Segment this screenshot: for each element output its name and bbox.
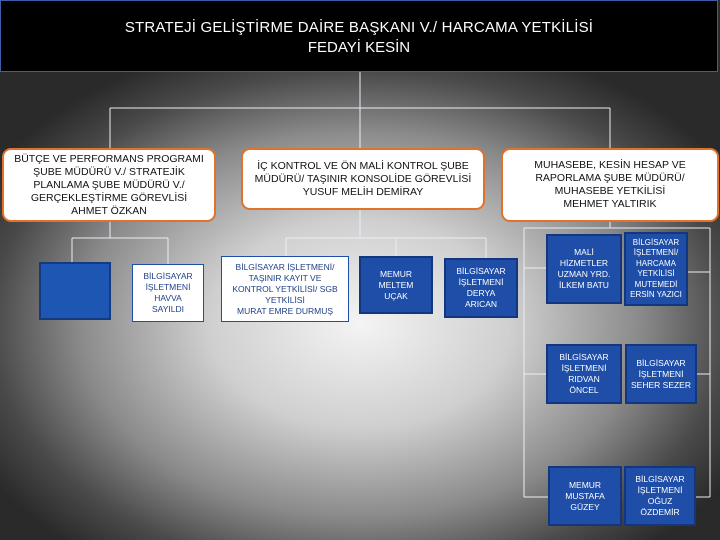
staff-box-ersin-yazici: [624, 232, 688, 306]
manager-1-line: BÜTÇE VE PERFORMANS PROGRAMI: [14, 152, 204, 165]
staff-name: MELTEM: [378, 279, 414, 290]
staff-text: HARCAMA: [635, 258, 676, 268]
staff-text: BİLGİSAYAR: [636, 357, 686, 368]
staff-name: MUSTAFA: [565, 490, 605, 501]
header-title-line2: FEDAYİ KESİN: [307, 39, 411, 56]
staff-text: İŞLETMENİ: [458, 277, 504, 287]
staff-text: BİLGİSAYAR: [635, 474, 685, 484]
header-title-line1: STRATEJİ GELİŞTİRME DAİRE BAŞKANI V./ HARCAMA YETKİLİSİ: [124, 19, 594, 36]
manager-2-line: MÜDÜRÜ/ TAŞINIR KONSOLİDE GÖREVLİSİ: [254, 172, 472, 185]
staff-name: HAVVA: [154, 293, 182, 303]
manager-3-name: MEHMET YALTIRIK: [563, 198, 657, 210]
manager-1-name: AHMET ÖZKAN: [71, 204, 147, 217]
staff-text: TAŞINIR KAYIT VE: [248, 272, 322, 283]
staff-name: MURAT EMRE DURMUŞ: [236, 305, 334, 316]
manager-box-accounting: [501, 148, 719, 222]
staff-text: İŞLETMENİ: [637, 485, 683, 495]
staff-text: İŞLETMENİ/: [633, 248, 679, 257]
staff-box-ridvan-oncel: [546, 344, 622, 404]
staff-name: ARICAN: [464, 299, 498, 309]
staff-text: MEMUR: [568, 479, 602, 490]
staff-text: BİLGİSAYAR: [559, 352, 609, 362]
staff-text: HİZMETLER: [559, 258, 609, 268]
staff-box-mustafa-guzey: [548, 466, 622, 526]
staff-box-ilkem-batu: [546, 234, 622, 304]
staff-text: UZMAN YRD.: [557, 269, 611, 279]
staff-name: RIDVAN: [568, 374, 600, 384]
staff-text: İŞLETMENİ: [561, 363, 607, 373]
staff-text: MEMUR: [379, 268, 413, 279]
staff-name: ÖZDEMİR: [640, 507, 680, 517]
manager-1-line: ŞUBE MÜDÜRÜ V./ STRATEJİK: [33, 165, 185, 178]
staff-box-seher-sezer: [625, 344, 697, 404]
staff-text: MALİ: [574, 247, 594, 257]
staff-name: ERSİN YAZICI: [630, 290, 682, 299]
manager-box-internal-control: [241, 148, 485, 210]
staff-name: GÜZEY: [570, 501, 600, 512]
staff-text: BİLGİSAYAR İŞLETMENİ/: [235, 261, 335, 272]
manager-2-name: YUSUF MELİH DEMİRAY: [302, 185, 424, 198]
manager-1-line: PLANLAMA ŞUBE MÜDÜRÜ V./: [33, 178, 185, 191]
staff-box-oguz-ozdemir: [624, 466, 696, 526]
staff-box-murat-emre-durmus: [221, 256, 349, 322]
staff-text: YETKİLİSİ: [637, 269, 675, 278]
staff-text: BİLGİSAYAR: [632, 237, 680, 247]
staff-name: DERYA: [466, 288, 496, 298]
staff-name: UÇAK: [384, 290, 408, 301]
manager-3-line: RAPORLAMA ŞUBE MÜDÜRÜ/: [535, 172, 685, 184]
manager-3-line: MUHASEBE, KESİN HESAP VE: [534, 159, 686, 171]
manager-1-line: GERÇEKLEŞTİRME GÖREVLİSİ: [30, 191, 188, 204]
staff-text: BİLGİSAYAR: [456, 266, 506, 276]
staff-text: MUTEMEDİ: [634, 279, 678, 289]
staff-box-empty: [39, 262, 111, 320]
staff-name: İLKEM BATU: [559, 280, 609, 290]
staff-box-meltem-ucak: [359, 256, 433, 314]
staff-box-derya-arican: [444, 258, 518, 318]
staff-name: SAYILDI: [152, 304, 184, 314]
staff-text: İŞLETMENİ: [145, 282, 191, 292]
staff-box-havva-sayildi: [132, 264, 204, 322]
staff-text: YETKİLİSİ: [265, 294, 305, 305]
staff-name: SEHER SEZER: [631, 379, 691, 390]
manager-3-line: MUHASEBE YETKİLİSİ: [554, 185, 666, 197]
staff-text: BİLGİSAYAR: [143, 271, 193, 281]
staff-text: KONTROL YETKİLİSİ/ SGB: [232, 283, 338, 294]
manager-2-line: İÇ KONTROL VE ÖN MALİ KONTROL ŞUBE: [257, 159, 469, 172]
manager-box-budget: [2, 148, 216, 222]
staff-name: OĞUZ: [647, 496, 673, 506]
staff-text: İŞLETMENİ: [638, 368, 684, 379]
staff-name: ÖNCEL: [569, 385, 599, 395]
